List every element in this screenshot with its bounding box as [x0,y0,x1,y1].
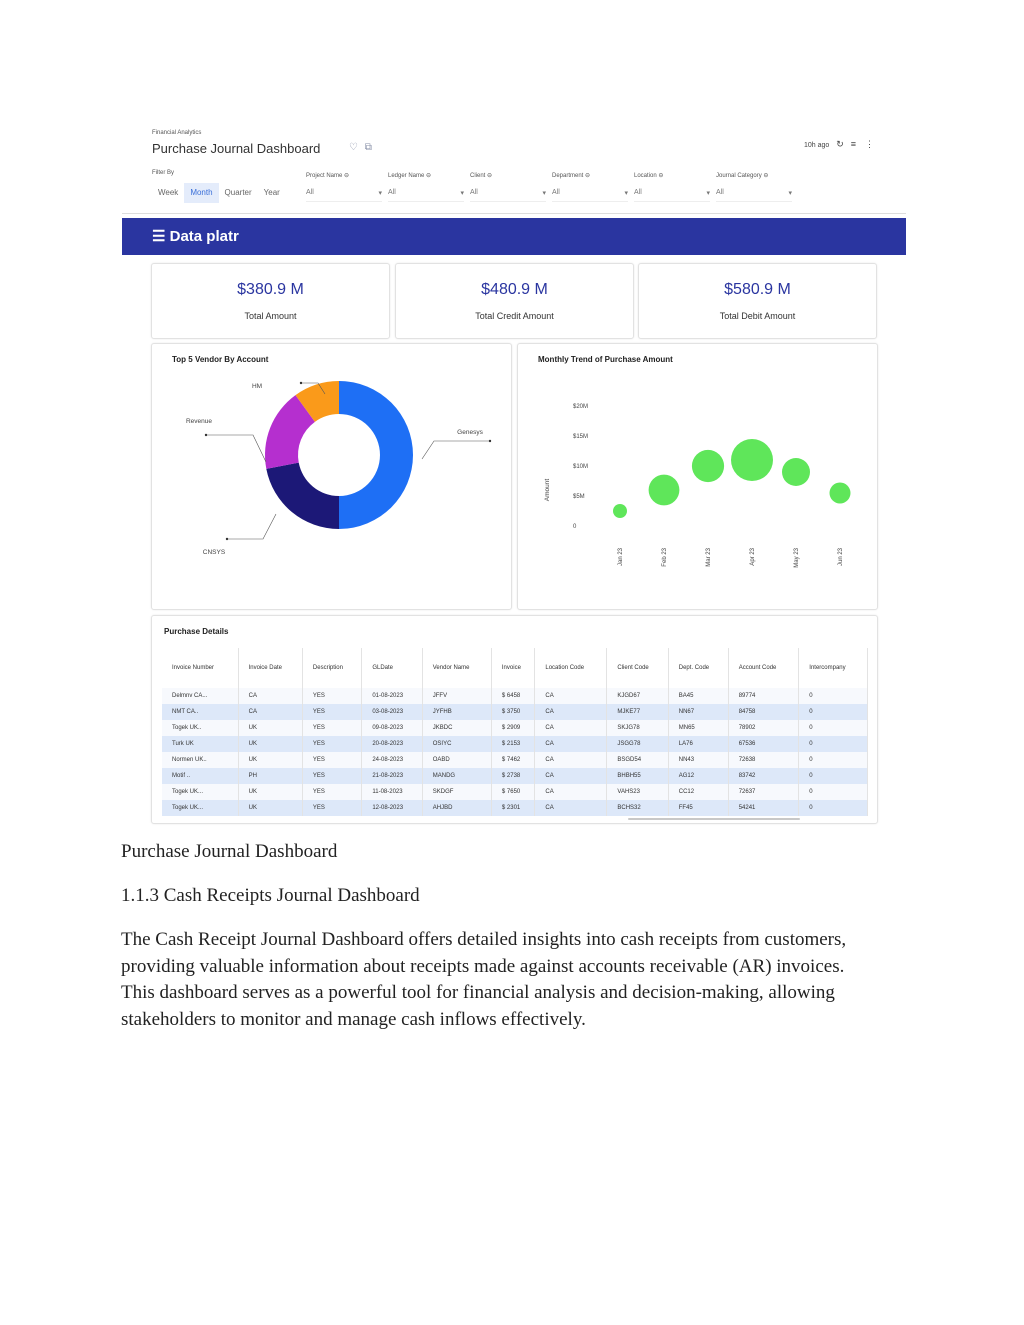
header-actions [804,139,874,150]
table-cell: CA [535,784,607,800]
table-cell: BSGD54 [607,752,668,768]
slice-label: HM [251,383,263,390]
bubble-point[interactable] [830,483,851,504]
table-row[interactable] [162,736,868,752]
caret-down-icon: ▾ [624,190,628,197]
column-header[interactable]: Account Code [728,648,799,688]
heart-icon[interactable]: ♡ [349,142,358,153]
link-icon: ⊖ [585,173,591,179]
vendor-donut-card [151,343,512,610]
table-cell: 54241 [728,800,799,816]
table-cell: JYFHB [422,704,491,720]
table-cell: NN67 [668,704,728,720]
table-cell: BHBH55 [607,768,668,784]
table-cell: YES [302,704,361,720]
column-header[interactable]: Location Code [535,648,607,688]
table-row[interactable] [162,800,868,816]
chart-title: Top 5 Vendor By Account [172,355,269,364]
caret-down-icon: ▾ [378,190,382,197]
more-icon[interactable]: ⋮ [865,139,874,149]
table-cell: 11-08-2023 [362,784,422,800]
table-cell: 0 [799,688,868,704]
table-cell: 0 [799,784,868,800]
table-cell: YES [302,768,361,784]
filter-icon[interactable]: ≡ [850,139,857,149]
bubble-chart [518,344,877,609]
table-cell: UK [238,784,302,800]
y-tick-label: $20M [573,404,589,410]
table-cell: 84758 [728,704,799,720]
table-cell: Togek UK... [162,784,238,800]
filter-project-name[interactable] [306,172,382,202]
kpi-card-total-credit [395,263,634,339]
link-icon: ⊖ [344,173,350,179]
paragraph-line: This dashboard serves as a powerful tool for financial analysis and decision-making, allowing [121,982,835,1003]
table-cell: PH [238,768,302,784]
filter-journal-category[interactable] [716,172,792,202]
link-icon: ⊖ [763,173,769,179]
y-tick-label: $15M [573,434,589,440]
y-tick-label: 0 [573,524,577,530]
y-tick-label: $5M [573,494,585,500]
table-cell: 0 [799,768,868,784]
slice-label: CNSYS [202,549,226,556]
table-cell: 89774 [728,688,799,704]
table-cell: CA [535,720,607,736]
paragraph-line: providing valuable information about receipts made against accounts receivable (AR) invoices. [121,955,845,977]
purchase-details-table [162,648,868,816]
period-selector [152,183,286,203]
chart-title: Monthly Trend of Purchase Amount [538,355,673,364]
table-cell: CA [535,768,607,784]
filter-label: Department ⊖ [552,173,591,179]
table-cell: $ 7650 [491,784,534,800]
table-cell: UK [238,752,302,768]
table-cell: 21-08-2023 [362,768,422,784]
table-cell: AG12 [668,768,728,784]
column-header[interactable]: Invoice Date [238,648,302,688]
table-cell: $ 2738 [491,768,534,784]
table-cell: CA [535,800,607,816]
filter-location[interactable] [634,172,710,202]
column-header[interactable]: Intercompany [799,648,868,688]
filter-select[interactable]: All ▾ [388,189,464,202]
period-year[interactable]: Year [263,188,280,197]
x-tick-label: Apr 23 [750,548,756,566]
filter-select[interactable]: All ▾ [306,189,382,202]
column-header[interactable]: Vendor Name [422,648,491,688]
table-cell: CA [535,704,607,720]
table-cell: UK [238,720,302,736]
x-tick-label: May 23 [794,548,800,568]
leader-line [206,435,266,462]
monthly-trend-card [517,343,878,610]
table-cell: $ 7462 [491,752,534,768]
table-cell: 0 [799,800,868,816]
table-cell: YES [302,752,361,768]
kpi-value: $580.9 M [724,281,791,298]
copy-icon[interactable]: ⧉ [364,142,372,153]
table-row[interactable] [162,768,868,784]
column-header[interactable]: Invoice [491,648,534,688]
link-icon: ⊖ [658,173,664,179]
column-header[interactable]: Description [302,648,361,688]
slice-label: Genesys [457,429,483,436]
table-cell: 0 [799,720,868,736]
leader-dot [300,382,302,384]
kpi-card-total-debit [638,263,877,339]
period-month[interactable]: Month [184,183,218,203]
purchase-details-card [151,615,878,824]
table-cell: 09-08-2023 [362,720,422,736]
filter-label: Client ⊖ [470,173,493,179]
table-cell: $ 2301 [491,800,534,816]
table-cell: $ 6458 [491,688,534,704]
leader-dot [205,434,207,436]
table-cell: Togek UK.. [162,720,238,736]
table-cell: $ 2153 [491,736,534,752]
table-cell: MANDG [422,768,491,784]
table-cell: JKBDC [422,720,491,736]
section-heading: 1.1.3 Cash Receipts Journal Dashboard [121,885,420,906]
table-cell: JFFV [422,688,491,704]
filter-ledger-name[interactable] [388,172,464,202]
page-title: Purchase Journal Dashboard [152,141,321,156]
y-axis-label: Amount [544,478,551,502]
bubble-point[interactable] [649,475,680,506]
table-cell: NMT CA.. [162,704,238,720]
filter-select[interactable]: All ▾ [552,189,628,202]
caret-down-icon: ▾ [460,190,464,197]
dashboard-screenshot [122,120,906,825]
table-row[interactable] [162,784,868,800]
logo-icon: ☰ [152,228,166,245]
paragraph-line: stakeholders to monitor and manage cash inflows effectively. [121,1008,586,1030]
filter-select[interactable]: All ▾ [634,189,710,202]
table-cell: CA [238,704,302,720]
table-cell: JSGG78 [607,736,668,752]
filter-label: Location ⊖ [634,173,664,179]
refresh-icon[interactable]: ↻ [836,139,844,149]
leader-line [227,514,276,539]
table-cell: UK [238,736,302,752]
leader-line [422,441,490,459]
table-cell: 01-08-2023 [362,688,422,704]
kpi-label: Total Debit Amount [719,311,796,321]
filter-label: Ledger Name ⊖ [388,173,432,179]
table-cell: UK [238,800,302,816]
table-cell: YES [302,784,361,800]
table-cell: FF45 [668,800,728,816]
table-cell: Motif .. [162,768,238,784]
table-row[interactable] [162,720,868,736]
table-cell: 12-08-2023 [362,800,422,816]
table-cell: CA [535,688,607,704]
brand-banner [122,218,906,255]
table-cell: MJKE77 [607,704,668,720]
link-icon: ⊖ [426,173,432,179]
slice-label: Revenue [185,418,213,425]
donut-slice-cnsys[interactable] [266,463,339,529]
period-week[interactable]: Week [158,188,179,197]
filter-department[interactable] [552,172,628,202]
table-cell: LA76 [668,736,728,752]
bubble-point[interactable] [731,439,773,481]
link-icon: ⊖ [487,173,493,179]
donut-chart [152,344,511,609]
table-cell: 0 [799,736,868,752]
kpi-label: Total Credit Amount [475,311,554,321]
table-cell: $ 3750 [491,704,534,720]
table-cell: KJGD67 [607,688,668,704]
table-cell: MN65 [668,720,728,736]
filter-client[interactable] [470,172,546,202]
table-cell: OSIYC [422,736,491,752]
column-header[interactable]: GLDate [362,648,422,688]
header-divider [122,213,906,214]
filter-label: Project Name ⊖ [306,173,350,179]
table-cell: Delmnv CA... [162,688,238,704]
table-cell: YES [302,688,361,704]
caret-down-icon: ▾ [542,190,546,197]
table-cell: YES [302,720,361,736]
table-cell: BA45 [668,688,728,704]
kpi-label: Total Amount [244,311,297,321]
table-cell: CA [238,688,302,704]
table-cell: BCHS32 [607,800,668,816]
caret-down-icon: ▾ [788,190,792,197]
table-cell: 78902 [728,720,799,736]
breadcrumb[interactable]: Financial Analytics [152,130,202,136]
filter-select[interactable]: All ▾ [716,189,792,202]
column-header[interactable]: Dept. Code [668,648,728,688]
column-header[interactable]: Invoice Number [162,648,238,688]
filter-select[interactable]: All ▾ [470,189,546,202]
kpi-value: $380.9 M [237,281,304,298]
table-cell: NN43 [668,752,728,768]
table-cell: SKDGF [422,784,491,800]
table-cell: Normen UK.. [162,752,238,768]
table-cell: 72637 [728,784,799,800]
body-paragraph [121,927,911,1033]
column-header[interactable]: Client Code [607,648,668,688]
paragraph-line: The Cash Receipt Journal Dashboard offers detailed insights into cash receipts from customers, [121,929,847,950]
brand-name: Data platr [169,228,239,245]
table-cell: $ 2909 [491,720,534,736]
table-cell: 20-08-2023 [362,736,422,752]
table-cell: 0 [799,704,868,720]
figure-caption: Purchase Journal Dashboard [121,841,338,862]
x-tick-label: Feb 23 [662,548,668,567]
table-cell: 72638 [728,752,799,768]
table-cell: CC12 [668,784,728,800]
bubble-point[interactable] [782,458,810,486]
table-header-row [162,648,868,688]
table-row[interactable] [162,752,868,768]
x-tick-label: Mar 23 [706,548,712,567]
table-cell: 03-08-2023 [362,704,422,720]
caret-down-icon: ▾ [706,190,710,197]
filter-by-label: Filter By [152,170,175,176]
updated-time: 10h ago [804,142,830,149]
horizontal-scrollbar[interactable] [628,818,800,820]
table-cell: Togek UK... [162,800,238,816]
x-tick-label: Jun 23 [838,548,844,567]
table-cell: YES [302,736,361,752]
donut-slice-genesys[interactable] [339,381,413,529]
filter-label: Journal Category ⊖ [716,173,769,179]
table-title: Purchase Details [164,627,229,636]
leader-dot [489,440,491,442]
leader-dot [226,538,228,540]
bubble-point[interactable] [613,504,627,518]
table-cell: CA [535,752,607,768]
table-cell: OABD [422,752,491,768]
table-row[interactable] [162,688,868,704]
table-cell: VAHS23 [607,784,668,800]
table-cell: Turk UK [162,736,238,752]
table-cell: AHJBD [422,800,491,816]
kpi-value: $480.9 M [481,281,548,298]
table-row[interactable] [162,704,868,720]
period-quarter[interactable]: Quarter [224,188,252,197]
table-cell: YES [302,800,361,816]
kpi-card-total-amount [151,263,390,339]
brand-logo [152,227,239,245]
table-cell: 67536 [728,736,799,752]
y-tick-label: $10M [573,464,589,470]
bubble-point[interactable] [692,450,724,482]
table-cell: SKJG78 [607,720,668,736]
table-cell: 24-08-2023 [362,752,422,768]
title-actions [349,142,372,153]
table-cell: 83742 [728,768,799,784]
x-tick-label: Jan 23 [618,548,624,567]
table-cell: 0 [799,752,868,768]
table-cell: CA [535,736,607,752]
